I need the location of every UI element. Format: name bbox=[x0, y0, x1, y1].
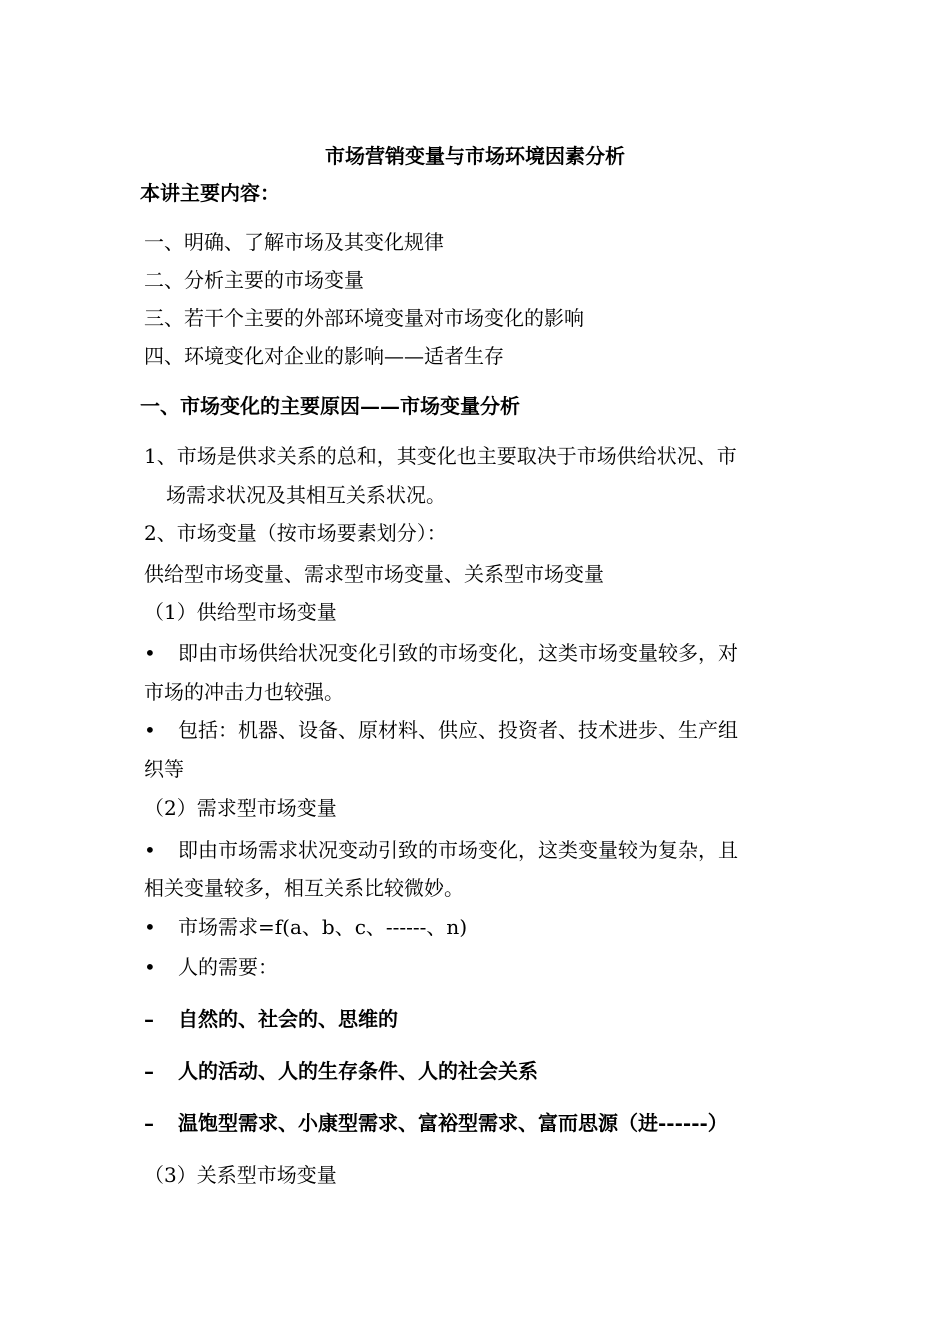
outline-item: 一、明确、了解市场及其变化规律 bbox=[144, 230, 444, 254]
supply-bullet-2-cont: 织等 bbox=[144, 757, 184, 781]
supply-bullet-1 bbox=[144, 640, 738, 666]
supply-bullet-1-text: 即由市场供给状况变化引致的市场变化，这类市场变量较多，对 bbox=[178, 641, 738, 665]
dash-marker: – bbox=[144, 1007, 154, 1031]
supply-bullet-1-cont: 市场的冲击力也较强。 bbox=[144, 680, 344, 704]
demand-bullet-2-text: 市场需求=f(a、b、c、------、n) bbox=[178, 915, 468, 939]
point2-heading: 2、市场变量（按市场要素划分）： bbox=[144, 521, 447, 545]
outline-item: 二、分析主要的市场变量 bbox=[144, 268, 364, 292]
point1-line2: 场需求状况及其相互关系状况。 bbox=[166, 483, 446, 507]
demand-bullet-2 bbox=[144, 914, 467, 940]
demand-dash-1-text: 自然的、社会的、思维的 bbox=[178, 1007, 398, 1031]
bullet-marker: • bbox=[144, 915, 156, 939]
demand-dash-2 bbox=[144, 1058, 538, 1084]
demand-dash-2-text: 人的活动、人的生存条件、人的社会关系 bbox=[178, 1059, 538, 1083]
relation-heading: （3）关系型市场变量 bbox=[144, 1163, 337, 1187]
demand-dash-3-text: 温饱型需求、小康型需求、富裕型需求、富而思源（进------） bbox=[178, 1111, 728, 1135]
demand-bullet-1 bbox=[144, 837, 738, 863]
demand-bullet-1-cont: 相关变量较多，相互关系比较微妙。 bbox=[144, 876, 464, 900]
demand-heading: （2）需求型市场变量 bbox=[144, 796, 337, 820]
supply-heading: （1）供给型市场变量 bbox=[144, 600, 337, 624]
bullet-marker: • bbox=[144, 838, 156, 862]
demand-bullet-1-text: 即由市场需求状况变动引致的市场变化，这类变量较为复杂，且 bbox=[178, 838, 738, 862]
outline-heading: 本讲主要内容： bbox=[140, 181, 280, 205]
outline-item: 三、若干个主要的外部环境变量对市场变化的影响 bbox=[144, 306, 584, 330]
bullet-marker: • bbox=[144, 641, 156, 665]
point1-line1: 1、市场是供求关系的总和，其变化也主要取决于市场供给状况、市 bbox=[144, 444, 737, 468]
supply-bullet-2-text: 包括：机器、设备、原材料、供应、投资者、技术进步、生产组 bbox=[178, 718, 738, 742]
demand-dash-1 bbox=[144, 1006, 398, 1032]
variable-types: 供给型市场变量、需求型市场变量、关系型市场变量 bbox=[144, 562, 604, 586]
dash-marker: – bbox=[144, 1111, 154, 1135]
supply-bullet-2 bbox=[144, 717, 738, 743]
demand-bullet-3 bbox=[144, 954, 278, 980]
bullet-marker: • bbox=[144, 718, 156, 742]
demand-dash-3 bbox=[144, 1110, 728, 1136]
document-title: 市场营销变量与市场环境因素分析 bbox=[325, 144, 625, 168]
demand-bullet-3-text: 人的需要： bbox=[178, 955, 278, 979]
outline-item: 四、环境变化对企业的影响——适者生存 bbox=[144, 344, 504, 368]
section-heading: 一、市场变化的主要原因——市场变量分析 bbox=[140, 394, 520, 418]
bullet-marker: • bbox=[144, 955, 156, 979]
dash-marker: – bbox=[144, 1059, 154, 1083]
